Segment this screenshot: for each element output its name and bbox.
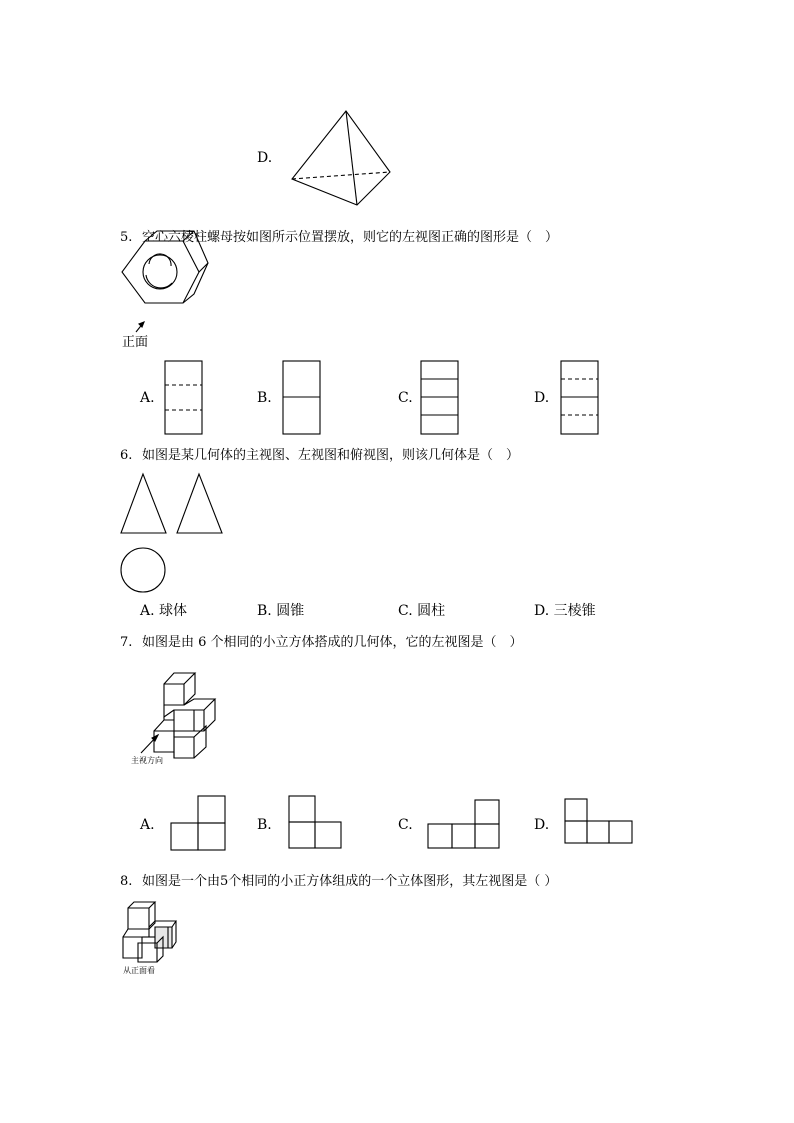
- q7-direction-label: 主视方向: [131, 756, 163, 765]
- q8-front-label: 从正面看: [123, 966, 155, 975]
- q7-option-b-label: B.: [257, 817, 272, 833]
- q7-question-text: 如图是由 6 个相同的小立方体搭成的几何体，它的左视图是（ ）: [142, 635, 523, 650]
- q7-option-a-label: A.: [140, 817, 155, 833]
- q6-number: 6.: [120, 448, 133, 463]
- q6-option-b[interactable]: B. 圆锥: [257, 603, 305, 619]
- q8-number: 8.: [120, 874, 133, 889]
- q4-option-d-label: D.: [257, 150, 273, 166]
- q6-option-c[interactable]: C. 圆柱: [398, 603, 446, 619]
- q5-option-d-label: D.: [534, 390, 550, 406]
- q5-number: 5.: [120, 230, 133, 245]
- q5-option-c-label: C.: [398, 390, 413, 406]
- q7-option-d-label: D.: [534, 817, 550, 833]
- q5-question-text: 空心六棱柱螺母按如图所示位置摆放，则它的左视图正确的图形是（ ）: [142, 230, 559, 245]
- q7-number: 7.: [120, 635, 133, 650]
- q5-option-a-label: A.: [140, 390, 155, 406]
- q7-option-c-label: C.: [398, 817, 413, 833]
- q8-question-text: 如图是一个由5个相同的小正方体组成的一个立体图形，其左视图是（ ）: [142, 874, 558, 889]
- q6-option-d[interactable]: D. 三棱锥: [534, 603, 596, 619]
- q5-option-b-label: B.: [257, 390, 272, 406]
- q5-front-label: 正面: [122, 335, 149, 350]
- q6-option-a[interactable]: A. 球体: [140, 603, 188, 619]
- q6-question-text: 如图是某几何体的主视图、左视图和俯视图，则该几何体是（ ）: [142, 448, 520, 463]
